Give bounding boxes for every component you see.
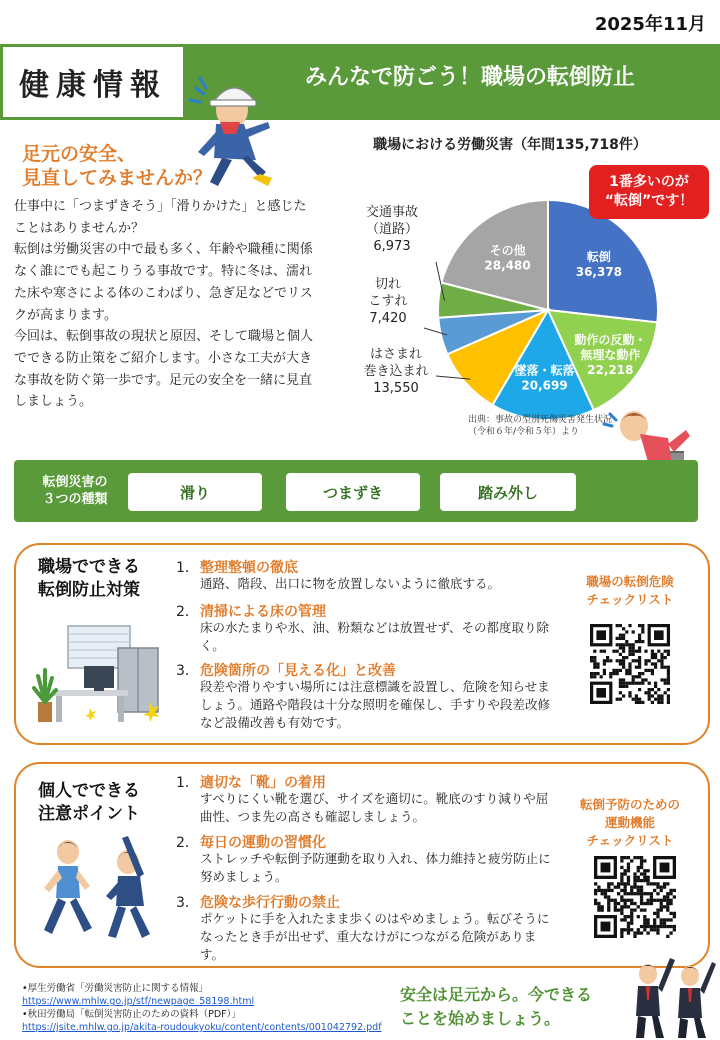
type-misstep: 踏み外し [440, 473, 576, 511]
exercise-checklist-qr-code[interactable] [594, 856, 676, 938]
personal-item-heading: 危険な歩行行動の禁止 [200, 895, 340, 911]
workplace-item-number: 3． [176, 663, 199, 679]
footer-slogan [400, 983, 640, 1031]
personal-item-body: ストレッチや転倒予防運動を取り入れ、体力維持と疲労防止に努めましょう。 [200, 851, 551, 884]
label-caught-in [356, 346, 436, 397]
footer-references [22, 982, 402, 1034]
tidy-office-illustration [30, 622, 170, 730]
reference-link[interactable]: https://jsite.mhlw.go.jp/akita-roudoukyoku/content/contents/001042792.pdf [22, 1022, 382, 1033]
callout-line: 1番多いのが [609, 174, 689, 190]
box-title-line: 職場でできる [38, 557, 140, 577]
workplace-item-number: 2． [176, 604, 199, 620]
label-text: 交通事故 [365, 205, 418, 220]
label-traffic-accident [352, 204, 432, 255]
personal-box-title [38, 780, 178, 826]
workplace-qr-title [570, 573, 690, 609]
intro-heading [22, 142, 262, 190]
type-slip: 滑り [128, 473, 262, 511]
box-title-line: 注意ポイント [38, 804, 140, 824]
intro-body [14, 196, 314, 413]
qr-title-line: チェックリスト [586, 592, 674, 607]
label-text: 切れ [374, 277, 401, 292]
intro-paragraph: 転倒は労働災害の中で最も多く、年齢や職種に関係なく誰にでも起こりうる事故です。特に冬は、濡れた床や寒さによる体のこわばり、急ぎ足などでリスクが高まります。 [14, 242, 313, 323]
box-title-line: 個人でできる [38, 781, 140, 801]
intro-paragraph: 今回は、転倒事故の現状と原因、そして職場と個人でできる防止策をご紹介します。小さな工夫が大きな事故を防ぐ第一歩です。足元の安全を一緒に見直しましょう。 [14, 329, 314, 410]
personal-item-number: 1． [176, 775, 199, 791]
types-label-line: 転倒災害の [42, 475, 108, 490]
workplace-item-number: 1． [176, 560, 199, 576]
source-line: 出典：事故の型別死傷災害発生状況 [468, 415, 613, 425]
label-text: こすれ [368, 294, 408, 309]
newsletter-title-box [0, 44, 186, 120]
reference-link[interactable]: https://www.mhlw.go.jp/stf/newpage_58198.html [22, 996, 255, 1007]
type-trip: つまずき [286, 473, 420, 511]
intro-heading-line2: 見直してみませんか？ [22, 167, 213, 189]
reference-title: •秋田労働局「転倒災害防止のための資料（PDF）」 [22, 1009, 241, 1020]
issue-date: 2025年11月 [594, 14, 706, 35]
personal-item-heading: 毎日の運動の習慣化 [200, 835, 326, 851]
source-line: （令和６年/令和５年）より [468, 427, 580, 437]
label-cut-scrape [352, 276, 424, 327]
workplace-item-heading: 整理整頓の徹底 [200, 560, 298, 576]
intro-paragraph: 仕事中に「つまずきそう」「滑りかけた」と感じたことはありませんか？ [14, 199, 307, 236]
workplace-item-body: 通路、階段、出口に物を放置しないように徹底する。 [200, 576, 501, 591]
qr-title-line: 職場の転倒危険 [586, 574, 674, 589]
label-text: 巻き込まれ [363, 364, 429, 379]
label-value: 6,973 [373, 239, 411, 254]
workplace-item-body: 床の水たまりや氷、油、粉類などは放置せず、その都度取り除く。 [200, 620, 550, 653]
personal-item-body: すべりにくい靴を選び、サイズを適切に。靴底のすり減りや屈曲性、つま先の高さも確認しましょう。 [200, 791, 549, 824]
reference-title: •厚生労働省「労働災害防止に関する情報」 [22, 983, 209, 994]
box-title-line: 転倒防止対策 [38, 580, 140, 600]
label-text: はさまれ [369, 347, 422, 362]
personal-item-number: 2． [176, 835, 199, 851]
workplace-item-body: 段差や滑りやすい場所には注意標識を設置し、危険を知らせましょう。通路や階段は十分な照明を確保し、手すりや段差改修など設備改善も有効です。 [200, 679, 551, 730]
workplace-item-heading: 危険箇所の「見える化」と改善 [200, 663, 396, 679]
workplace-box-title [38, 556, 178, 602]
slice-label-falling-from-height: 墜落・転落 20,699 [514, 363, 575, 393]
slice-label-other: その他 28,480 [484, 243, 531, 273]
workplace-checklist-qr-code[interactable] [590, 624, 670, 704]
footer-slogan-line: ことを始めましょう。 [400, 1009, 561, 1028]
types-label-line: ３つの種類 [42, 492, 108, 507]
label-value: 7,420 [369, 311, 407, 326]
workplace-item-heading: 清掃による床の管理 [200, 604, 326, 620]
personal-item-number: 3． [176, 895, 199, 911]
fall-types-label [30, 474, 120, 508]
personal-item-heading: 適切な「靴」の着用 [200, 775, 326, 791]
intro-heading-line1: 足元の安全、 [22, 143, 137, 165]
label-text: （道路） [365, 222, 418, 237]
chart-title: 職場における労働災害（年間135,718件） [373, 137, 647, 153]
qr-title-line: 運動機能 [604, 815, 655, 830]
callout-line: “転倒”です！ [604, 193, 694, 209]
stretching-exercise-illustration [36, 832, 166, 942]
label-value: 13,550 [373, 381, 419, 396]
qr-title-line: チェックリスト [586, 833, 674, 848]
personal-item-body: ポケットに手を入れたまま歩くのはやめましょう。転びそうになったとき手が出せず、重大なけがにつながる危険があります。 [200, 911, 550, 962]
newsletter-title: 健康情報 [19, 68, 167, 103]
personal-qr-title [570, 796, 690, 850]
qr-title-line: 転倒予防のための [579, 797, 680, 812]
slice-label-overexertion: 動作の反動・無理な動作 22,218 [574, 333, 647, 378]
slice-label-fall: 転倒 36,378 [575, 250, 623, 280]
footer-slogan-line: 安全は足元から。今できる [400, 985, 593, 1004]
office-workers-stretching-illustration [624, 950, 716, 1038]
most-common-callout [589, 165, 709, 219]
header-slogan: みんなで防ごう！職場の転倒防止 [304, 65, 635, 90]
